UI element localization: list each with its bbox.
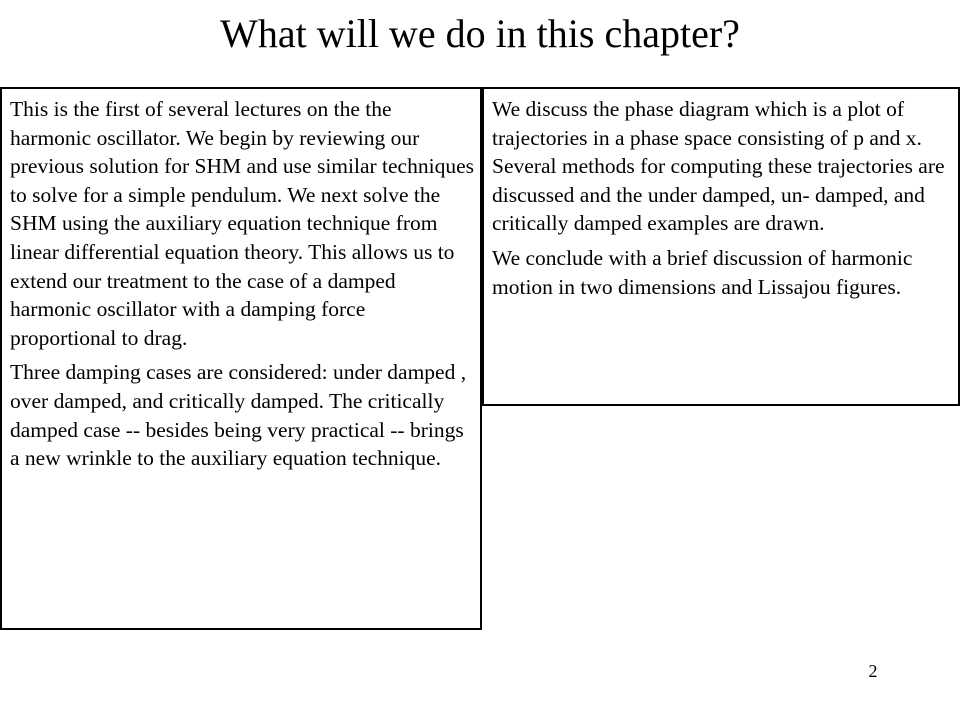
- right-paragraph-2: We conclude with a brief discussion of harmonic motion in two dimensions and Lissajou figures.: [492, 245, 913, 299]
- left-paragraph-2: Three damping cases are considered: under damped , over damped, and critically damped. The critically damped case -- besides being very practical -- brings a new wrinkle to the auxiliary equation technique.: [10, 360, 467, 471]
- slide-title: What will we do in this chapter?: [220, 11, 740, 56]
- right-text-box: [482, 87, 960, 406]
- left-text-box: [0, 87, 482, 630]
- right-paragraph-1: We discuss the phase diagram which is a plot of trajectories in a phase space consisting of p and x. Several methods for computing these trajectories are discussed and the under damped, un- damped, and critically damped examples are drawn.: [492, 97, 945, 236]
- left-paragraph-1: This is the first of several lectures on the the harmonic oscillator. We begin by reviewing our previous solution for SHM and use similar techniques to solve for a simple pendulum. We next solve the SHM using the auxiliary equation technique from linear differential equation theory. This allows us to extend our treatment to the case of a damped harmonic oscillator with a damping force proportional to drag.: [10, 97, 474, 350]
- page-number: 2: [868, 661, 878, 681]
